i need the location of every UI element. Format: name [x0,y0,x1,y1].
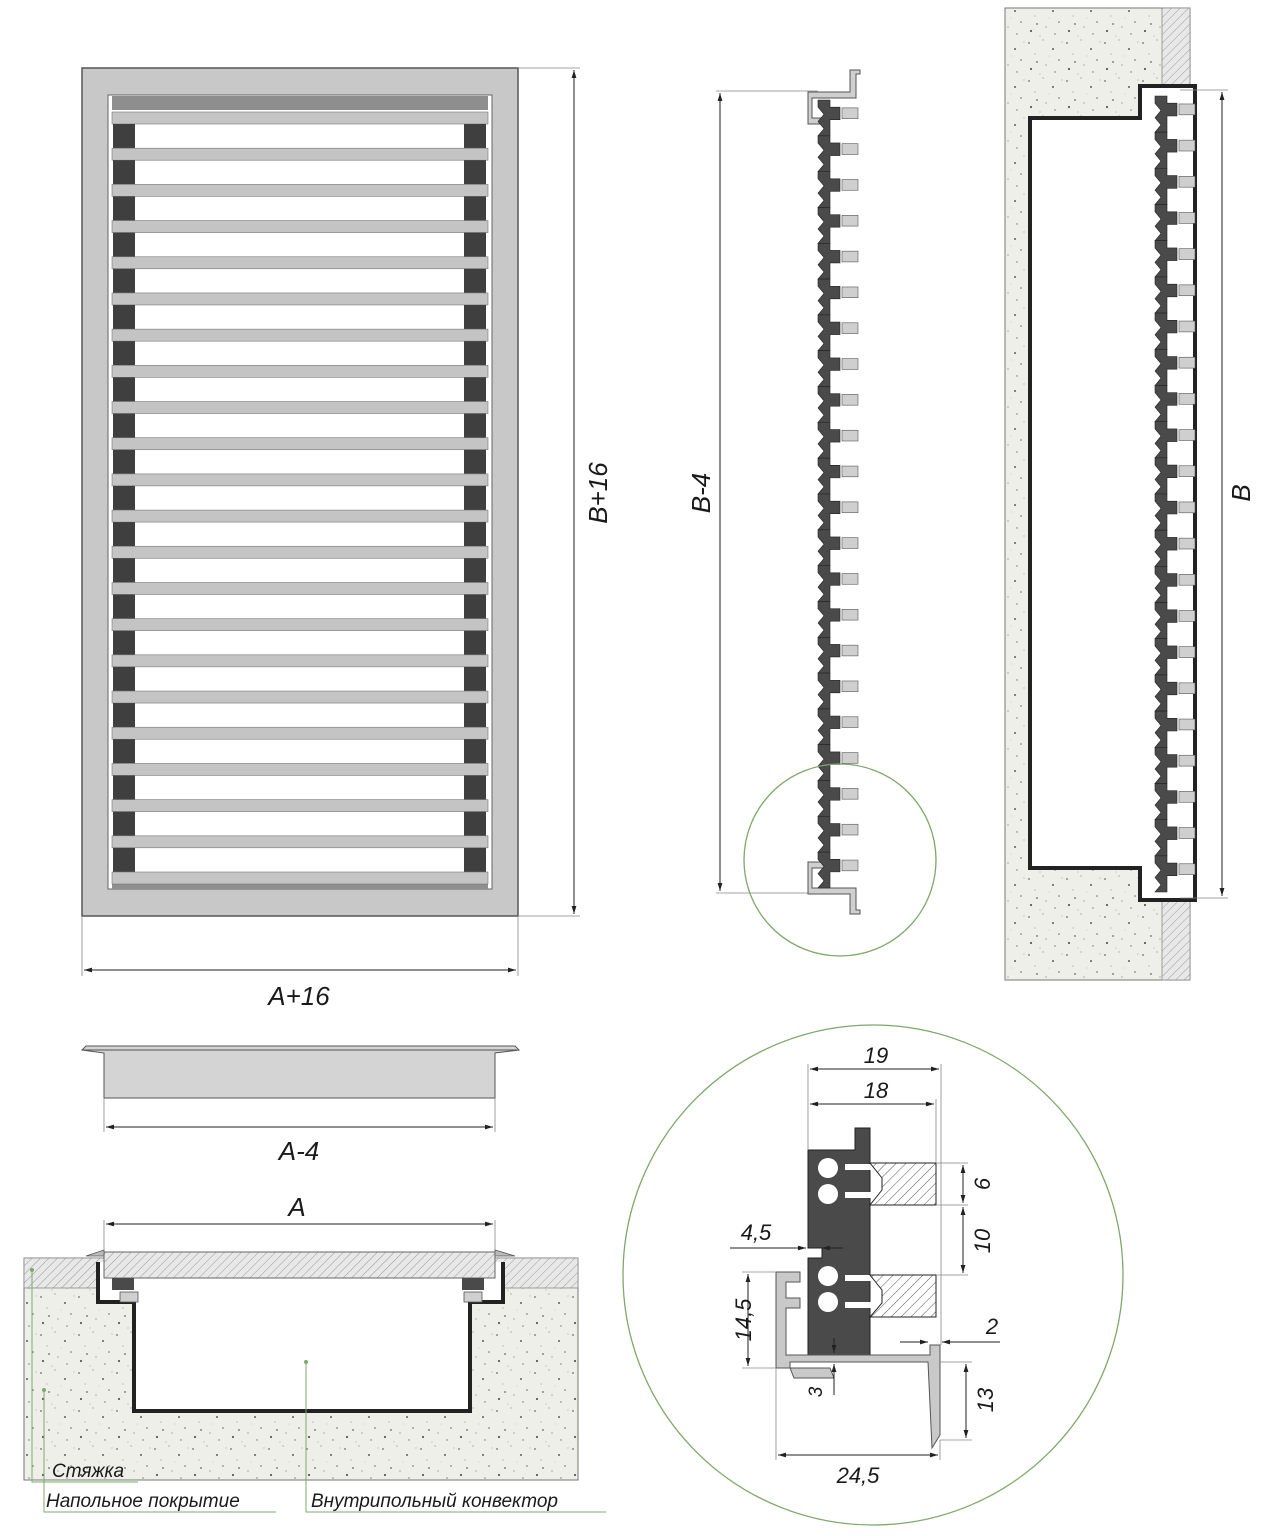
rubber-spacer [113,124,135,148]
installed-section-view [1005,8,1256,980]
slat-end [842,788,858,799]
slat-end [1179,176,1195,187]
rubber-spacer [113,739,135,763]
dim-4-5: 4,5 [740,1220,772,1245]
legend-floor-covering: Напольное покрытие [46,1491,240,1512]
rubber-spacer [464,667,486,691]
rubber-spacer [464,160,486,184]
rubber-spacer [113,667,135,691]
rubber-tooth [818,601,840,637]
slat-end [842,359,858,370]
rubber-spacer [464,775,486,799]
slat-end [842,430,858,441]
slat [112,257,488,269]
slat [112,800,488,812]
detail-view [623,1025,1123,1525]
rubber-tooth [818,709,840,745]
rubber-spacer [113,812,135,836]
slat-end [1179,430,1195,441]
slat [112,474,488,486]
rubber-spacer [113,196,135,220]
slat-end [1179,719,1195,730]
slat-end [1179,249,1195,260]
slat-end [1179,357,1195,368]
rubber-spacer [464,558,486,582]
slat-end [842,860,858,871]
slat-end [842,323,858,334]
slat-end [842,538,858,549]
slat [112,112,488,124]
slat-end [1179,213,1195,224]
slat-end [1179,574,1195,585]
rubber-spacer [464,739,486,763]
slat-end [1179,538,1195,549]
slat-end [842,180,858,191]
slat-end [1179,828,1195,839]
rubber-tooth [818,673,840,709]
rubber-profile-chain [818,100,858,888]
slat-end [842,394,858,405]
rubber-spacer [113,775,135,799]
slat-end [1179,864,1195,875]
rubber-spacer [113,305,135,329]
legend-convector: Внутрипольный конвектор [311,1491,558,1512]
slat [112,184,488,196]
rubber-spacer [464,812,486,836]
rubber-spacer [464,450,486,474]
slat [112,872,488,884]
width-label-a4: A-4 [278,1136,320,1166]
slat-end [842,144,858,155]
rubber-spacer [113,631,135,655]
rubber-spacer [464,522,486,546]
rubber-spacer [464,124,486,148]
slat [112,691,488,703]
height-label-b4: B-4 [686,472,716,514]
top-end-bar [112,96,488,110]
rubber-tooth [818,100,840,136]
slat-end [842,753,858,764]
slat-end [1179,393,1195,404]
dim-3: 3 [806,1386,827,1398]
floor-section-view [24,1192,606,1512]
height-label-b16: B+16 [583,462,613,524]
legend-screed: Стяжка [52,1461,125,1482]
rubber-spacer [113,233,135,257]
slat-end [1179,647,1195,658]
rubber-spacer [113,269,135,293]
rubber-profile [808,1128,870,1355]
slat-end [842,574,858,585]
rubber-tooth [818,458,840,494]
rubber-spacer [464,377,486,401]
rubber-tooth [818,852,840,888]
rubber-spacer [113,594,135,618]
grille-top [104,1252,495,1278]
slat [112,836,488,848]
slat-end [1179,611,1195,622]
rubber-tooth [818,530,840,566]
rubber-spacer [113,341,135,365]
rubber-spacer [113,414,135,438]
rubber-spacer [464,196,486,220]
rubber-spacer [464,486,486,510]
width-label-a: A [288,1192,306,1222]
rubber-tooth [818,745,840,781]
rubber-spacer [464,414,486,438]
slat-end [842,502,858,513]
slat [112,619,488,631]
rubber-spacer [464,703,486,727]
slat-end [842,681,858,692]
slat [112,763,488,775]
rubber-tooth [818,637,840,673]
slat [112,365,488,377]
slat [112,510,488,522]
slat [112,727,488,739]
slat [112,438,488,450]
width-label-a16: A+16 [268,981,330,1011]
slat-end [1179,466,1195,477]
rubber-tooth [818,387,840,423]
rubber-spacer [464,594,486,618]
rubber-spacer [464,305,486,329]
slat [112,329,488,341]
slat-end [1179,104,1195,115]
rubber-spacer [113,703,135,727]
dim-2: 2 [985,1314,999,1339]
slat [112,582,488,594]
rubber-spacer [113,558,135,582]
slat [112,402,488,414]
slat-end [1179,791,1195,802]
slat-end [842,287,858,298]
rubber-tooth [818,781,840,817]
rubber-spacer [113,450,135,474]
slat-end [1179,683,1195,694]
side-profile-view [686,70,936,956]
dim-24-5: 24,5 [836,1463,880,1488]
rubber-tooth [818,315,840,351]
dim-14-5: 14,5 [731,1298,756,1342]
slat [112,655,488,667]
rubber-tooth [818,136,840,172]
frame-section-view [82,1046,519,1166]
slat-end [1179,755,1195,766]
rubber-tooth [818,494,840,530]
rubber-spacer [464,848,486,872]
rubber-spacer [464,341,486,365]
slat-end [842,824,858,835]
slat-end [1179,502,1195,513]
rubber-spacer [113,486,135,510]
dim-10: 10 [970,1228,995,1254]
rubber-tooth [818,816,840,852]
rubber-spacer [464,233,486,257]
rubber-tooth [818,243,840,279]
rubber-tooth [818,566,840,602]
dim-19: 19 [863,1043,889,1068]
front-view [82,68,518,916]
slat-end [842,108,858,119]
rubber-spacer [113,160,135,184]
slat [112,293,488,305]
rubber-tooth [818,422,840,458]
rubber-spacer [113,377,135,401]
rubber-tooth [818,172,840,208]
slat-end [842,251,858,262]
dim-18: 18 [863,1078,889,1103]
dim-6: 6 [970,1177,995,1191]
rubber-spacer [464,269,486,293]
height-label-b: B [1226,484,1256,502]
slat-end [842,645,858,656]
slat-end [1179,285,1195,296]
slat-end [842,215,858,226]
slat [112,148,488,160]
rubber-tooth [818,279,840,315]
rubber-spacer [113,848,135,872]
rubber-spacer [113,522,135,546]
slat-end [1179,321,1195,332]
slat-end [1179,140,1195,151]
rubber-tooth [818,207,840,243]
rubber-spacer [464,631,486,655]
dim-13: 13 [973,1387,998,1413]
slat [112,221,488,233]
slat-end [842,609,858,620]
rubber-tooth [818,351,840,387]
slat-end [842,717,858,728]
slat-end [842,466,858,477]
slat [112,546,488,558]
